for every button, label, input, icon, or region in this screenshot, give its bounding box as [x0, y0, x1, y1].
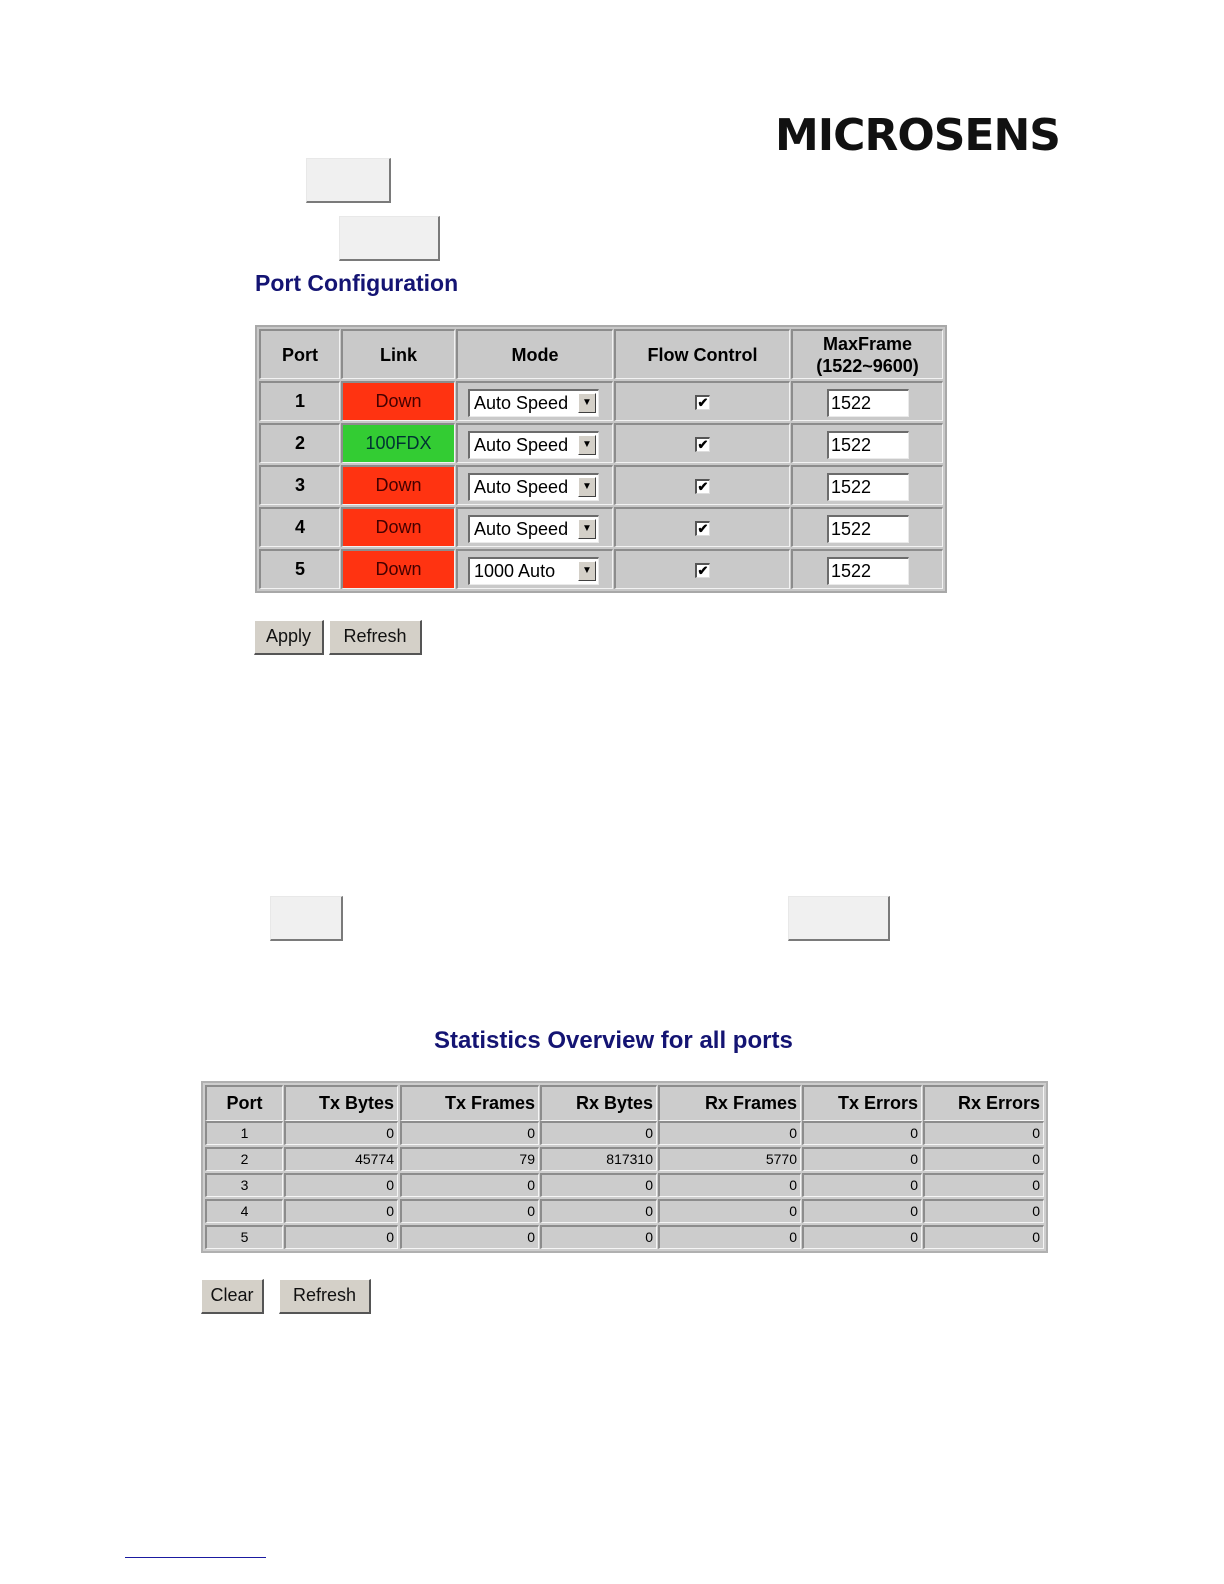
header-rx-errors: Rx Errors [923, 1085, 1044, 1121]
maxframe-cell [791, 423, 943, 463]
apply-button[interactable]: Apply [254, 620, 324, 655]
stats-value-cell: 0 [802, 1225, 922, 1249]
mode-select[interactable] [468, 557, 599, 585]
flow-control-checkbox[interactable]: ✔ [695, 395, 710, 410]
stats-value-cell: 0 [284, 1225, 398, 1249]
blank-button-2[interactable] [339, 216, 440, 261]
flow-control-checkbox[interactable]: ✔ [695, 563, 710, 578]
port-configuration-title: Port Configuration [255, 270, 459, 296]
link-status-badge: Down [341, 381, 455, 421]
stats-value-cell: 45774 [284, 1147, 398, 1171]
stats-value-cell: 0 [400, 1199, 539, 1223]
maxframe-cell [791, 465, 943, 505]
stats-value-cell: 0 [802, 1121, 922, 1145]
mode-select[interactable] [468, 431, 599, 459]
stats-port-cell: 1 [205, 1121, 283, 1145]
link-status-badge: Down [341, 507, 455, 547]
flow-control-checkbox[interactable]: ✔ [695, 437, 710, 452]
header-port: Port [259, 329, 340, 379]
header-port: Port [205, 1085, 283, 1121]
port-configuration-table [255, 325, 947, 593]
maxframe-cell [791, 381, 943, 421]
link-status-badge: 100FDX [341, 423, 455, 463]
header-rx-bytes: Rx Bytes [540, 1085, 657, 1121]
stats-port-cell: 2 [205, 1147, 283, 1171]
stats-value-cell: 0 [658, 1173, 801, 1197]
stats-value-cell: 0 [540, 1121, 657, 1145]
stats-refresh-button[interactable]: Refresh [279, 1279, 371, 1314]
stats-value-cell: 0 [658, 1121, 801, 1145]
header-mode: Mode [456, 329, 613, 379]
header-maxframe: MaxFrame (1522~9600) [791, 329, 943, 379]
link-status-badge: Down [341, 549, 455, 589]
mode-cell [456, 465, 613, 505]
stats-value-cell: 0 [284, 1199, 398, 1223]
stats-value-cell: 0 [923, 1147, 1044, 1171]
stats-value-cell: 0 [658, 1199, 801, 1223]
maxframe-input[interactable]: 1522 [827, 557, 909, 585]
stats-value-cell: 0 [802, 1147, 922, 1171]
stats-value-cell: 79 [400, 1147, 539, 1171]
mode-select-value: Auto Speed [474, 435, 569, 455]
mode-select[interactable] [468, 473, 599, 501]
stats-value-cell: 0 [400, 1121, 539, 1145]
maxframe-input[interactable]: 1522 [827, 389, 909, 417]
port-cell: 1 [259, 381, 340, 421]
maxframe-input[interactable]: 1522 [827, 431, 909, 459]
mode-select-value: Auto Speed [474, 393, 569, 413]
blank-button-3[interactable] [270, 896, 343, 941]
blank-button-1[interactable] [306, 158, 391, 203]
header-flow-control: Flow Control [614, 329, 790, 379]
stats-value-cell: 0 [923, 1173, 1044, 1197]
mode-select[interactable] [468, 389, 599, 417]
dropdown-arrow-icon[interactable]: ▼ [578, 477, 596, 497]
dropdown-arrow-icon[interactable]: ▼ [578, 435, 596, 455]
flow-control-checkbox[interactable]: ✔ [695, 479, 710, 494]
stats-port-cell: 4 [205, 1199, 283, 1223]
mode-select-value: 1000 Auto [474, 561, 556, 581]
mode-select-value: Auto Speed [474, 519, 569, 539]
flow-control-cell [614, 465, 790, 505]
stats-value-cell: 0 [540, 1225, 657, 1249]
stats-value-cell: 0 [284, 1121, 398, 1145]
stats-value-cell: 0 [400, 1225, 539, 1249]
port-cell: 5 [259, 549, 340, 589]
mode-cell [456, 549, 613, 589]
statistics-title: Statistics Overview for all ports [434, 1027, 793, 1054]
blank-button-4[interactable] [788, 896, 890, 941]
maxframe-input[interactable]: 1522 [827, 515, 909, 543]
clear-button[interactable]: Clear [201, 1279, 264, 1314]
maxframe-input[interactable]: 1522 [827, 473, 909, 501]
header-tx-bytes: Tx Bytes [284, 1085, 398, 1121]
flow-control-cell [614, 381, 790, 421]
stats-port-cell: 5 [205, 1225, 283, 1249]
stats-value-cell: 5770 [658, 1147, 801, 1171]
stats-value-cell: 817310 [540, 1147, 657, 1171]
header-tx-errors: Tx Errors [802, 1085, 922, 1121]
dropdown-arrow-icon[interactable]: ▼ [578, 393, 596, 413]
statistics-table [201, 1081, 1048, 1253]
header-link: Link [341, 329, 455, 379]
refresh-button[interactable]: Refresh [329, 620, 422, 655]
header-tx-frames: Tx Frames [400, 1085, 539, 1121]
stats-value-cell: 0 [540, 1173, 657, 1197]
footer-divider [125, 1557, 266, 1558]
flow-control-checkbox[interactable]: ✔ [695, 521, 710, 536]
mode-select[interactable] [468, 515, 599, 543]
dropdown-arrow-icon[interactable]: ▼ [578, 561, 596, 581]
microsens-logo: MICROSENS [775, 110, 1060, 161]
stats-value-cell: 0 [658, 1225, 801, 1249]
stats-value-cell: 0 [540, 1199, 657, 1223]
header-rx-frames: Rx Frames [658, 1085, 801, 1121]
link-status-badge: Down [341, 465, 455, 505]
port-cell: 2 [259, 423, 340, 463]
stats-value-cell: 0 [923, 1199, 1044, 1223]
maxframe-cell [791, 549, 943, 589]
flow-control-cell [614, 549, 790, 589]
mode-select-value: Auto Speed [474, 477, 569, 497]
flow-control-cell [614, 507, 790, 547]
port-cell: 3 [259, 465, 340, 505]
stats-value-cell: 0 [802, 1199, 922, 1223]
stats-value-cell: 0 [923, 1121, 1044, 1145]
stats-value-cell: 0 [400, 1173, 539, 1197]
flow-control-cell [614, 423, 790, 463]
stats-value-cell: 0 [802, 1173, 922, 1197]
dropdown-arrow-icon[interactable]: ▼ [578, 519, 596, 539]
mode-cell [456, 381, 613, 421]
stats-port-cell: 3 [205, 1173, 283, 1197]
port-cell: 4 [259, 507, 340, 547]
mode-cell [456, 423, 613, 463]
maxframe-cell [791, 507, 943, 547]
mode-cell [456, 507, 613, 547]
stats-value-cell: 0 [923, 1225, 1044, 1249]
stats-value-cell: 0 [284, 1173, 398, 1197]
